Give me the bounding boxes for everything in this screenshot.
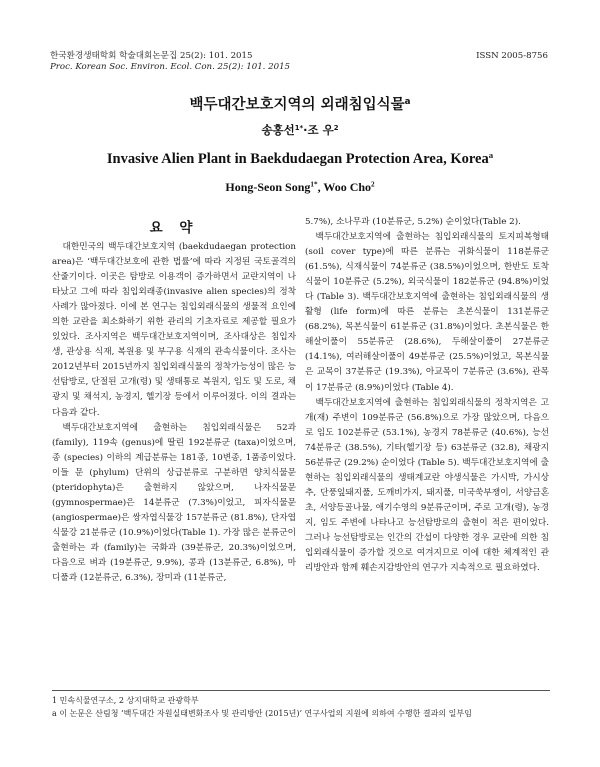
journal-citation-korean: 한국환경생태학회 학술대회논문집 25(2): 101. 2015 bbox=[50, 51, 253, 61]
abstract-right-column bbox=[305, 215, 549, 576]
abstract-heading: 요 약 bbox=[149, 220, 199, 236]
footnote-divider bbox=[52, 690, 550, 691]
title-korean-text: 백두대간보호지역의 외래침입식물 bbox=[189, 97, 405, 113]
title-korean bbox=[0, 93, 600, 114]
author-korean-1: 송홍선 bbox=[261, 123, 295, 137]
author-english-1: Hong-Seon Song bbox=[225, 180, 311, 194]
footnote-affiliations: 1 민속식물연구소, 2 상지대학교 관광학부 bbox=[52, 696, 199, 705]
authors-english bbox=[0, 180, 600, 195]
title-english bbox=[0, 151, 600, 168]
footnote-funding: a 이 논문은 산림청 ‘백두대간 자원실태변화조사 및 관리방안 (2015년)’ 연구사업의 지원에 의하여 수행한 결과의 일부임 bbox=[52, 709, 472, 718]
abstract-left-column bbox=[52, 240, 296, 586]
abstract-paragraph: 백두대간보호지역에 출현하는 침입외래식물의 정착지역은 고개(재) 주변이 109분류군 (56.8%)으로 가장 많았으며, 다음으로 임도 102분류군 (53.1%), 농경지 78분류군 (40.6%), 능선 74분류군 (38.5%), 기타(헬기장 등) 63분류군 (32.8), 채광지 56분류군 (29.2%) 순이었다 (Table 5). 백두대간보호지역에 출현하는 침입외래식물의 생태계교란 야생식물은 가시박, 가시상추, 단풍잎돼지풀, 도깨비가지, 돼지풀, 미국쑥부쟁이, 서양금혼초, 서양등골나물, 애기수영의 9분류군이며, 주로 고개(령), 농경지, 임도 주변에 나타나고 능선탐방로의 출현이 적은 편이었다. 그러나 능선탐방로는 인간의 간섭이 다양한 경우 교란에 의한 침입외래식물이 증가할 것으로 여겨지므로 이에 대한 체계적인 관리방안과 함께 훼손지감방안의 연구가 지속적으로 필요하였다. bbox=[305, 397, 549, 574]
author-english-2-mark: 2 bbox=[371, 180, 375, 189]
title-english-text: Invasive Alien Plant in Baekdudaegan Protection Area, Korea bbox=[106, 151, 489, 167]
title-english-footnote-mark: a bbox=[488, 149, 494, 160]
author-english-1-mark: 1* bbox=[310, 180, 318, 189]
authors-korean bbox=[0, 122, 600, 138]
author-korean-2: ·조 우 bbox=[303, 123, 334, 137]
author-english-2: , Woo Cho bbox=[317, 180, 372, 194]
footnotes bbox=[52, 694, 550, 720]
abstract-paragraph-continued: 5.7%), 소나무과 (10분류군, 5.2%) 순이었다(Table 2). bbox=[305, 217, 521, 227]
author-korean-1-mark: 1* bbox=[294, 123, 304, 132]
abstract-paragraph: 백두대간보호지역에 출현하는 침입외래식물은 52과 (family), 119속 (genus)에 딸린 192분류군 (taxa)이었으며, 종 (species) 이하의 계급분류는 181종, 10변종, 1품종이었다. 이들 문 (phylum) 단위의 상급분류로 구분하면 양치식물문 (pteridophyta)은 출현하지 않았으며, 나자식물문 (gymnospermae)은 14분류군 (7.3%)이었고, 피자식물문 (angiospermae)은 쌍자엽식물강 157분류군 (81.8%), 단자엽식물강 21분류군 (10.9%)이었다(Table 1). 가장 많은 분류군이 출현하는 과 (family)는 국화과 (39분류군, 20.3%)이었으며, 다음으로 벼과 (19분류군, 9.9%), 콩과 (13분류군, 6.8%), 마디풀과 (12분류군, 6.3%), 장미과 (11분류군, bbox=[52, 422, 296, 584]
abstract-paragraph: 대한민국의 백두대간보호지역 (baekdudaegan protection area)은 ‘백두대간보호에 관한 법률’에 따라 지정된 국토골격의 산줄기이다. 이곳은 탐방로 이용객이 증가하면서 교란지역이 나타났고 그에 따라 침입외래종(invasive alien species)의 정착사례가 많아졌다. 이에 본 연구는 침입외래식물의 생물적 요인에 의한 교란을 최소화하기 위한 관리의 기초자료로 제공할 필요가 있었다. 조사지역은 백두대간보호지역이며, 조사대상은 침입자생, 관상용 식재, 복원용 및 부구용 식재의 관속식물이다. 조사는 2012년부터 2015년까지 침입외래식물의 정착가능성이 많은 능선탐방로, 단절된 고개(령) 및 생태통로 복원지, 임도 및 도로, 채광지 및 채석지, 농경지, 헬기장 등에서 이루어졌다. 이의 결과는 다음과 같다. bbox=[52, 242, 296, 418]
issn: ISSN 2005-8756 bbox=[476, 51, 548, 61]
title-korean-footnote-mark: a bbox=[404, 96, 411, 107]
abstract-paragraph: 백두대간보호지역에 출현하는 침입외래식물의 토지피복형태 (soil cover type)에 따른 분류는 귀화식물이 118분류군 (61.5%), 식재식물이 74분류군 (38.5%)이었으며, 한반도 토착식물이 10분류군 (5.2%), 외국식물이 182분류군 (94.8%)이었다 (Table 3). 백두대간보호지역에 출현하는 침입외래식물의 생활형 (life form)에 따른 분류는 초본식물이 131분류군 (68.2%), 목본식물이 61분류군 (31.8%)이었다. 초본식물은 한해살이풀이 55분류군 (28.6%), 두해살이풀이 27분류군 (14.1%), 여러해살이풀이 49분류군 (25.5%)이었고, 목본식물은 교목이 37분류군 (19.3%), 아교목이 7분류군 (3.6%), 관목이 17분류군 (8.9%)이었다 (Table 4). bbox=[305, 232, 549, 393]
journal-citation-english: Proc. Korean Soc. Environ. Ecol. Con. 25(2): 101. 2015 bbox=[50, 62, 291, 72]
journal-citation bbox=[50, 51, 290, 73]
author-korean-2-mark: 2 bbox=[333, 123, 339, 132]
